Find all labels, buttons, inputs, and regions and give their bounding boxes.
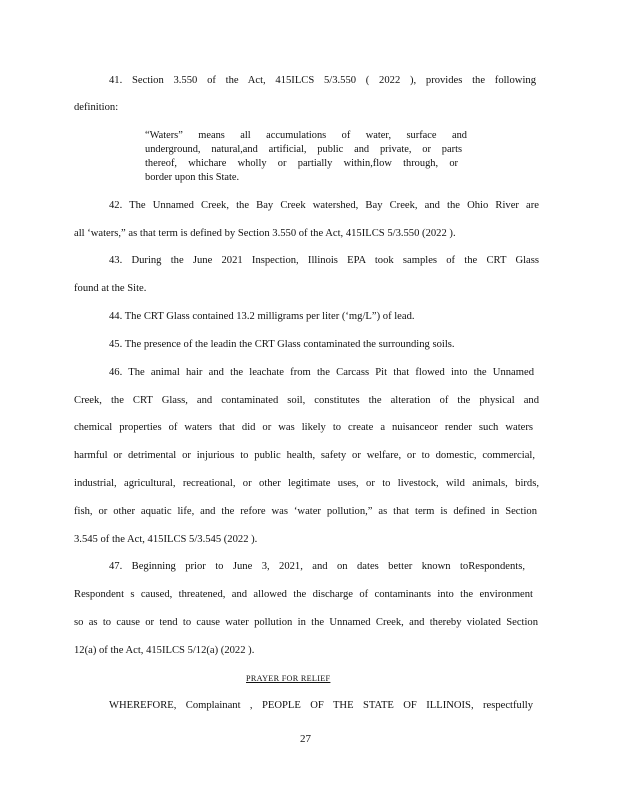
paragraph-46-line-5: industrial, agricultural, recreational, or other legitimate uses, or to livestock, wild animals, birds, [74,478,539,489]
paragraph-42-line-1: 42. The Unnamed Creek, the Bay Creek watershed, Bay Creek, and the Ohio River are [109,200,539,211]
paragraph-46-line-7: 3.545 of the Act, 415ILCS 5/3.545 (2022 ). [74,534,258,545]
definition-quote-line-4: border upon this State. [145,172,240,183]
paragraph-42-line-2: all ‘waters,” as that term is defined by Section 3.550 of the Act, 415ILCS 5/3.550 (2022 ). [74,228,456,239]
paragraph-41-line-1: 41. Section 3.550 of the Act, 415ILCS 5/3.550 ( 2022 ), provides the following [109,75,536,86]
paragraph-46-line-1: 46. The animal hair and the leachate from the Carcass Pit that flowed into the Unnamed [109,367,534,378]
definition-quote-line-3: thereof, whichare wholly or partially within,flow through, or [145,158,458,169]
definition-quote-line-2: underground, natural,and artificial, public and private, or parts [145,144,462,155]
wherefore-line: WHEREFORE, Complainant , PEOPLE OF THE STATE OF ILLINOIS, respectfully [109,700,533,711]
paragraph-46-line-4: harmful or detrimental or injurious to public health, safety or welfare, or to domestic, commercial, [74,450,535,461]
paragraph-47-line-2: Respondent s caused, threatened, and allowed the discharge of contaminants into the environment [74,589,533,600]
paragraph-41-line-2: definition: [74,102,119,113]
paragraph-43-line-1: 43. During the June 2021 Inspection, Illinois EPA took samples of the CRT Glass [109,255,539,266]
paragraph-47-line-3: so as to cause or tend to cause water pollution in the Unnamed Creek, and thereby violated Section [74,617,538,628]
paragraph-47-line-1: 47. Beginning prior to June 3, 2021, and on dates better known toRespondents, [109,561,525,572]
paragraph-45-line-1: 45. The presence of the leadin the CRT Glass contaminated the surrounding soils. [109,339,455,350]
paragraph-47-line-4: 12(a) of the Act, 415ILCS 5/12(a) (2022 ). [74,645,255,656]
paragraph-46-line-2: Creek, the CRT Glass, and contaminated soil, constitutes the alteration of the physical and [74,395,539,406]
prayer-for-relief-heading: PRAYER FOR RELIEF [246,674,331,683]
paragraph-43-line-2: found at the Site. [74,283,147,294]
page-number: 27 [300,733,311,745]
paragraph-46-line-6: fish, or other aquatic life, and the refore was ‘water pollution,” as that term is defined in Section [74,506,537,517]
paragraph-44-line-1: 44. The CRT Glass contained 13.2 milligrams per liter (‘mg/L”) of lead. [109,311,415,322]
definition-quote-line-1: “Waters” means all accumulations of water, surface and [145,130,467,141]
paragraph-46-line-3: chemical properties of waters that did or was likely to create a nuisanceor render such waters [74,422,533,433]
